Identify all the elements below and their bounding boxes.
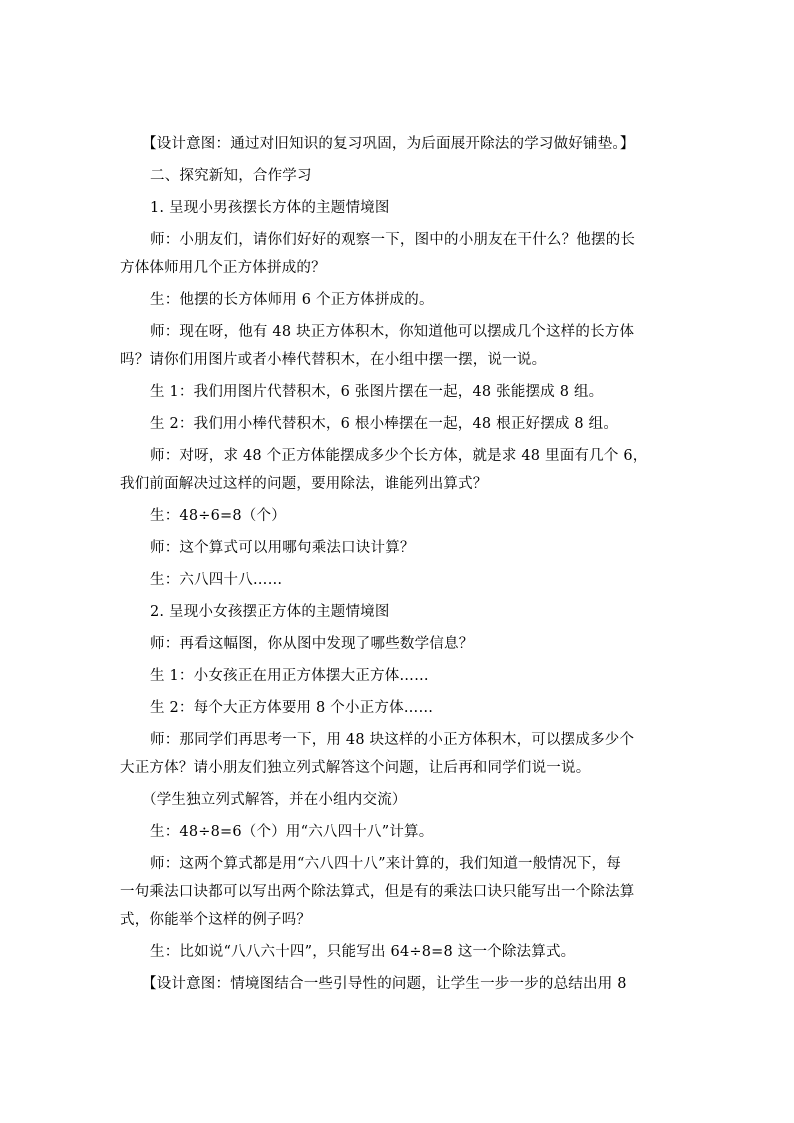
text-line: 生：比如说“八八六十四”，只能写出 64÷8=8 这一个除法算式。	[150, 944, 576, 960]
paragraph-design-intent-2	[120, 970, 680, 998]
paragraph-student-2	[120, 378, 680, 406]
text-line: 式，你能举个这样的例子吗？	[120, 912, 312, 928]
text-line: 生：他摆的长方体师用 6 个正方体拼成的。	[150, 292, 434, 308]
subheading: 1. 呈现小男孩摆长方体的主题情境图	[150, 200, 390, 216]
text-line: 师：这两个算式都是用“六八四十八”来计算的，我们知道一般情况下，每	[150, 856, 621, 872]
document-body	[120, 130, 680, 1002]
text-line: （学生独立列式解答，并在小组内交流）	[142, 792, 407, 808]
paragraph-subheading-1	[120, 194, 680, 222]
paragraph-teacher-3	[120, 442, 680, 498]
paragraph-teacher-4	[120, 534, 680, 562]
text-line: 我们前面解决过这样的问题，要用除法，谁能列出算式？	[120, 476, 488, 492]
paragraph-note	[120, 786, 680, 814]
paragraph-student-9	[120, 938, 680, 966]
paragraph-teacher-5	[120, 630, 680, 658]
text-line: 生：48÷8=6（个）用“六八四十八”计算。	[150, 824, 434, 840]
subheading: 2. 呈现小女孩摆正方体的主题情境图	[150, 604, 390, 620]
paragraph-student-8	[120, 818, 680, 846]
text-line: 生 2：每个大正方体要用 8 个小正方体……	[150, 700, 434, 716]
text-line: 师：对呀，求 48 个正方体能摆成多少个长方体，就是求 48 里面有几个 6，	[150, 448, 648, 464]
text-line: 方体体师用几个正方体拼成的？	[120, 260, 326, 276]
paragraph-student-5	[120, 566, 680, 594]
text-line: 生 2：我们用小棒代替积木，6 根小棒摆在一起，48 根正好摆成 8 组。	[150, 416, 619, 432]
text-line: 师：那同学们再思考一下，用 48 块这样的小正方体积木，可以摆成多少个	[150, 732, 635, 748]
paragraph-teacher-6	[120, 726, 680, 782]
text-line: 生：六八四十八……	[150, 572, 283, 588]
text-line: 师：再看这幅图，你从图中发现了哪些数学信息？	[150, 636, 474, 652]
text-line: 【设计意图：通过对旧知识的复习巩固，为后面展开除法的学习做好铺垫。】	[142, 136, 635, 152]
paragraph-subheading-2	[120, 598, 680, 626]
text-line: 一句乘法口诀都可以写出两个除法算式，但是有的乘法口诀只能写出一个除法算	[120, 884, 635, 900]
section-heading: 二、探究新知，合作学习	[150, 168, 312, 184]
text-line: 师：现在呀，他有 48 块正方体积木，你知道他可以摆成几个这样的长方体	[150, 324, 635, 340]
text-line: 大正方体？请小朋友们独立列式解答这个问题，让后再和同学们说一说。	[120, 760, 591, 776]
paragraph-student-3	[120, 410, 680, 438]
paragraph-teacher-7	[120, 850, 680, 934]
paragraph-student-1	[120, 286, 680, 314]
text-line: 生 1：小女孩正在用正方体摆大正方体……	[150, 668, 429, 684]
paragraph-section-heading	[120, 162, 680, 190]
paragraph-teacher-1	[120, 226, 680, 282]
text-line: 生 1：我们用图片代替积木，6 张图片摆在一起，48 张能摆成 8 组。	[150, 384, 604, 400]
paragraph-student-6	[120, 662, 680, 690]
paragraph-design-intent-1	[120, 130, 680, 158]
text-line: 【设计意图：情境图结合一些引导性的问题，让学生一步一步的总结出用 8	[142, 976, 627, 992]
text-line: 生：48÷6=8（个）	[150, 508, 286, 524]
paragraph-student-7	[120, 694, 680, 722]
paragraph-student-4	[120, 502, 680, 530]
text-line: 师：这个算式可以用哪句乘法口诀计算？	[150, 540, 415, 556]
text-line: 吗？请你们用图片或者小棒代替积木，在小组中摆一摆，说一说。	[120, 352, 547, 368]
text-line: 师：小朋友们，请你们好好的观察一下，图中的小朋友在干什么？他摆的长	[150, 232, 636, 248]
paragraph-teacher-2	[120, 318, 680, 374]
